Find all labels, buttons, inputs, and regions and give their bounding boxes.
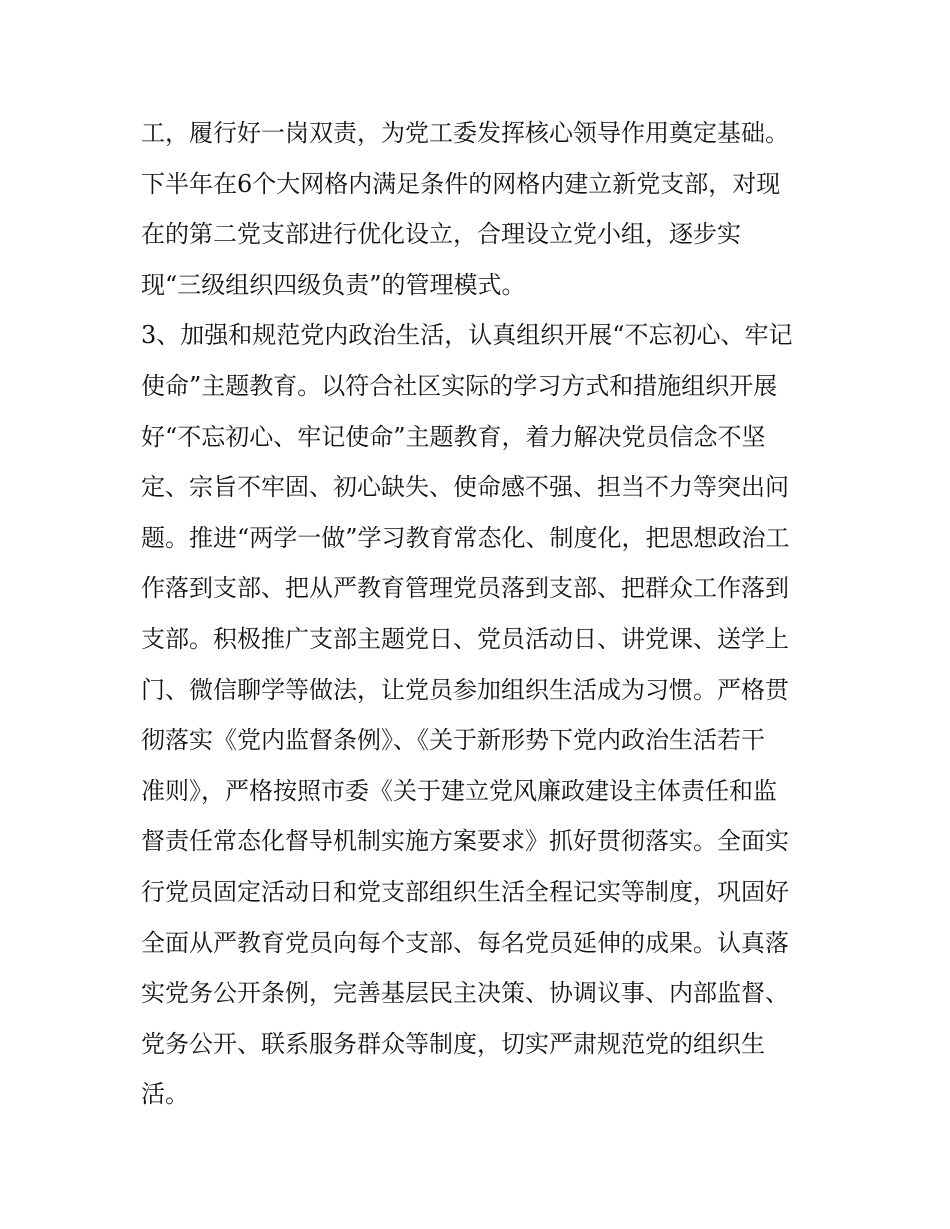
text-line: 好“不忘初心、牢记使命”主题教育，着力解决党员信念不坚 (141, 422, 766, 451)
text-line: 支部。积极推广支部主题党日、党员活动日、讲党课、送学上 (141, 624, 789, 653)
text-line: 督责任常态化督导机制实施方案要求》抓好贯彻落实。全面实 (141, 827, 789, 856)
text-line: 在的第二党支部进行优化设立，合理设立党小组，逐步实 (141, 220, 741, 249)
text-line: 全面从严教育党员向每个支部、每名党员延伸的成果。认真落 (141, 928, 789, 957)
text-line: 3、加强和规范党内政治生活，认真组织开展“不忘初心、牢记 (141, 321, 793, 350)
text-line: 作落到支部、把从严教育管理党员落到支部、把群众工作落到 (141, 574, 789, 603)
text-line: 下半年在6个大网格内满足条件的网格内建立新党支部，对现 (141, 169, 781, 198)
text-line: 工，履行好一岗双责，为党工委发挥核心领导作用奠定基础。 (141, 119, 789, 147)
text-line: 题。推进“两学一做”学习教育常态化、制度化，把思想政治工 (141, 523, 790, 552)
text-line: 行党员固定活动日和党支部组织生活全程记实等制度，巩固好 (141, 877, 789, 906)
text-line: 使命”主题教育。以符合社区实际的学习方式和措施组织开展 (141, 371, 778, 400)
text-line: 定、宗旨不牢固、初心缺失、使命感不强、担当不力等突出问 (141, 473, 789, 502)
text-line: 活。 (141, 1080, 189, 1109)
body-text (141, 108, 821, 1120)
text-line: 门、微信聊学等做法，让党员参加组织生活成为习惯。严格贯 (141, 675, 789, 704)
text-line: 现“三级组织四级负责”的管理模式。 (141, 270, 526, 299)
text-line: 党务公开、联系服务群众等制度，切实严肃规范党的组织生 (141, 1029, 765, 1058)
text-line: 彻落实《党内监督条例》、《关于新形势下党内政治生活若干 (141, 726, 765, 755)
text-line: 实党务公开条例，完善基层民主决策、协调议事、内部监督、 (141, 979, 789, 1008)
text-line: 准则》，严格按照市委《关于建立党风廉政建设主体责任和监 (141, 776, 777, 805)
